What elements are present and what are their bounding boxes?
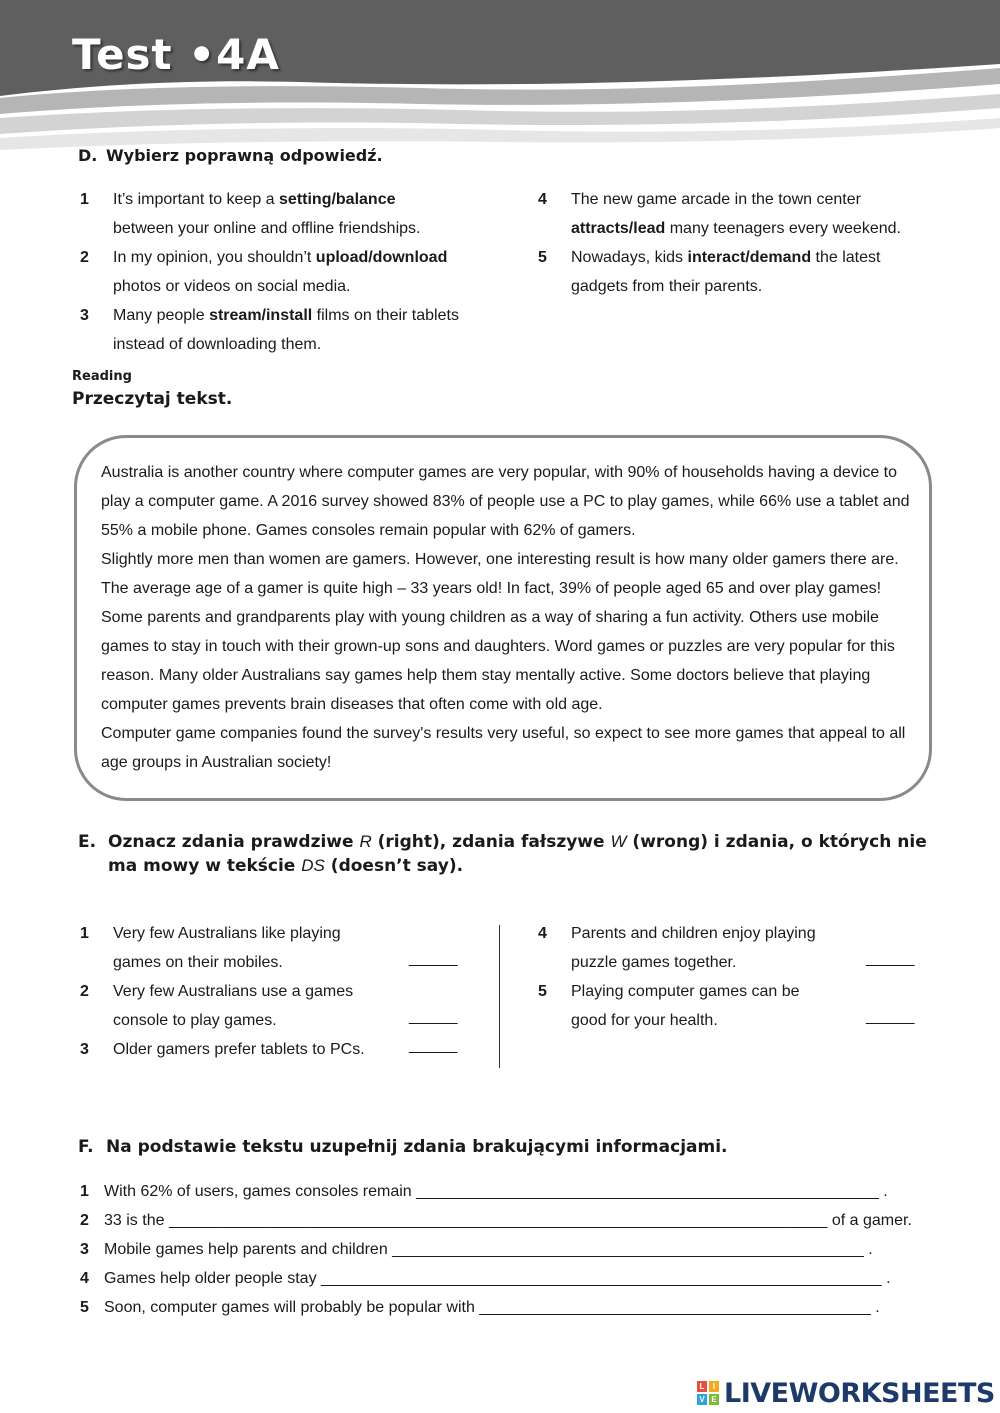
- page-title: Test •4A: [72, 30, 280, 79]
- item-text: .: [870, 1299, 880, 1316]
- item-text: Many people: [113, 307, 210, 324]
- item-text: the latest: [811, 249, 881, 266]
- item-text: Older gamers prefer tablets to PCs.: [113, 1041, 365, 1058]
- item-number: 1: [80, 191, 89, 208]
- item-number: 3: [80, 1041, 89, 1058]
- exercise-item: [538, 243, 958, 301]
- instruction-text: Oznacz zdania prawdziwe: [108, 832, 360, 852]
- exercise-item: [80, 185, 500, 243]
- item-number: 4: [80, 1270, 89, 1287]
- section-letter: F.: [78, 1137, 94, 1157]
- item-text: In my opinion, you shouldn’t: [113, 249, 316, 266]
- item-text: films on their tablets: [312, 307, 459, 324]
- item-number: 5: [538, 249, 547, 266]
- answer-blank[interactable]: ______: [409, 950, 457, 967]
- item-text: With 62% of users, games consoles remain: [104, 1183, 417, 1200]
- instruction-text: (doesn’t say).: [324, 856, 464, 876]
- item-number: 2: [80, 249, 89, 266]
- exercise-item: [80, 919, 380, 977]
- exercise-item: [538, 977, 838, 1035]
- logo-letter: V: [697, 1394, 707, 1405]
- answer-blank[interactable]: ______: [866, 950, 914, 967]
- item-text: instead of downloading them.: [113, 336, 322, 353]
- item-text: between your online and offline friendships.: [113, 220, 421, 237]
- item-text: Mobile games help parents and children: [104, 1241, 393, 1258]
- section-letter: D.: [78, 146, 98, 165]
- item-text: Nowadays, kids: [571, 249, 688, 266]
- logo-mark-icon: [697, 1381, 721, 1407]
- item-text: .: [863, 1241, 873, 1258]
- item-number: 4: [538, 925, 547, 942]
- item-number: 4: [538, 191, 547, 208]
- passage-paragraph: Computer game companies found the survey's results very useful, so expect to see more games that appeal to all age groups in Australian society!: [101, 725, 906, 771]
- item-text: games on their mobiles.: [113, 954, 283, 971]
- passage-paragraph: Australia is another country where computer games are very popular, with 90% of households having a device to play a computer game. A 2016 survey showed 83% of people use a PC to play games, while 66% use a tablet and 55% a mobile phone. Games consoles remain popular with 62% of gamers.: [101, 464, 910, 539]
- section-instruction: Wybierz poprawną odpowiedź.: [106, 146, 383, 165]
- fill-sentence: [80, 1235, 920, 1264]
- passage-paragraph: Slightly more men than women are gamers. However, one interesting result is how many older gamers there are. The average age of a gamer is quite high – 33 years old! In fact, 39% of people aged 65 and over play games! Some parents and grandparents play with young children as a way of sharing a fun activity. Others use mobile games to stay in touch with their grown-up sons and daughters. Word games or puzzles are very popular for this reason. Many older Australians say games help them stay mentally active. Some doctors believe that playing computer games prevents brain diseases that often come with old age.: [101, 551, 899, 713]
- label-r: R: [359, 832, 372, 851]
- item-text: puzzle games together.: [571, 954, 737, 971]
- fill-sentence: [80, 1206, 920, 1235]
- item-text: Soon, computer games will probably be popular with: [104, 1299, 480, 1316]
- item-number: 3: [80, 307, 89, 324]
- answer-choice[interactable]: stream/install: [209, 307, 313, 324]
- exercise-item: [538, 919, 838, 977]
- exercise-item: [538, 185, 958, 243]
- section-d-heading: [78, 146, 383, 165]
- answer-choice[interactable]: interact/demand: [687, 249, 812, 266]
- answer-blank[interactable]: ______: [409, 1008, 457, 1025]
- item-text: Very few Australians like playing: [113, 925, 341, 942]
- item-number: 2: [80, 1212, 89, 1229]
- answer-line[interactable]: _____________________________________________________: [392, 1241, 864, 1258]
- logo-text: LIVEWORKSHEETS: [724, 1378, 995, 1409]
- item-number: 2: [80, 983, 89, 1000]
- item-text: It’s important to keep a: [113, 191, 280, 208]
- item-text: console to play games.: [113, 1012, 277, 1029]
- reading-passage-box: [74, 435, 932, 801]
- item-text: .: [881, 1270, 891, 1287]
- item-text: of a gamer.: [827, 1212, 912, 1229]
- item-number: 1: [80, 1183, 89, 1200]
- logo-letter: I: [709, 1381, 719, 1392]
- item-text: .: [878, 1183, 888, 1200]
- item-text: The new game arcade in the town center: [571, 191, 861, 208]
- answer-blank[interactable]: ______: [409, 1037, 457, 1054]
- item-text: many teenagers every weekend.: [665, 220, 901, 237]
- exercise-item: [80, 301, 500, 359]
- item-text: Playing computer games can be: [571, 983, 800, 1000]
- reading-passage: [101, 458, 911, 777]
- item-text: good for your health.: [571, 1012, 718, 1029]
- answer-choice[interactable]: upload/download: [315, 249, 448, 266]
- exercise-item: [80, 977, 380, 1035]
- answer-blank[interactable]: ______: [866, 1008, 914, 1025]
- item-number: 5: [538, 983, 547, 1000]
- fill-sentence: [80, 1264, 920, 1293]
- label-w: W: [610, 832, 627, 851]
- label-ds: DS: [301, 856, 325, 875]
- reading-instruction: Przeczytaj tekst.: [72, 389, 233, 409]
- item-text: Parents and children enjoy playing: [571, 925, 816, 942]
- logo-letter: L: [697, 1381, 707, 1392]
- item-text: 33 is the: [104, 1212, 169, 1229]
- item-text: Very few Australians use a games: [113, 983, 354, 1000]
- item-text: Games help older people stay: [104, 1270, 322, 1287]
- exercise-item: [80, 243, 500, 301]
- item-text: gadgets from their parents.: [571, 278, 763, 295]
- exercise-item: [80, 1035, 400, 1064]
- instruction-text: (wrong) i zdania, o których nie ma mowy w tekście: [108, 832, 927, 876]
- answer-line[interactable]: __________________________________________________________________________: [168, 1212, 828, 1229]
- page-header: [0, 0, 1000, 150]
- answer-line[interactable]: _______________________________________________________________: [321, 1270, 882, 1287]
- logo-letter: E: [709, 1394, 719, 1405]
- item-text: photos or videos on social media.: [113, 278, 351, 295]
- item-number: 1: [80, 925, 89, 942]
- fill-sentence: [80, 1177, 920, 1206]
- section-letter: E.: [78, 832, 97, 852]
- section-e-heading: [78, 830, 938, 878]
- answer-line[interactable]: ____________________________________________: [479, 1299, 871, 1316]
- item-number: 5: [80, 1299, 89, 1316]
- liveworksheets-logo[interactable]: [697, 1378, 997, 1412]
- column-divider: [499, 925, 500, 1068]
- reading-label: Reading: [72, 369, 132, 384]
- answer-choice[interactable]: attracts/lead: [571, 220, 666, 237]
- instruction-text: (right), zdania fałszywe: [371, 832, 611, 852]
- section-f-heading: [78, 1137, 728, 1157]
- answer-line[interactable]: ____________________________________________________: [416, 1183, 879, 1200]
- answer-choice[interactable]: setting/balance: [279, 191, 396, 208]
- fill-sentence: [80, 1293, 920, 1322]
- item-number: 3: [80, 1241, 89, 1258]
- section-instruction: Na podstawie tekstu uzupełnij zdania brakującymi informacjami.: [106, 1137, 728, 1157]
